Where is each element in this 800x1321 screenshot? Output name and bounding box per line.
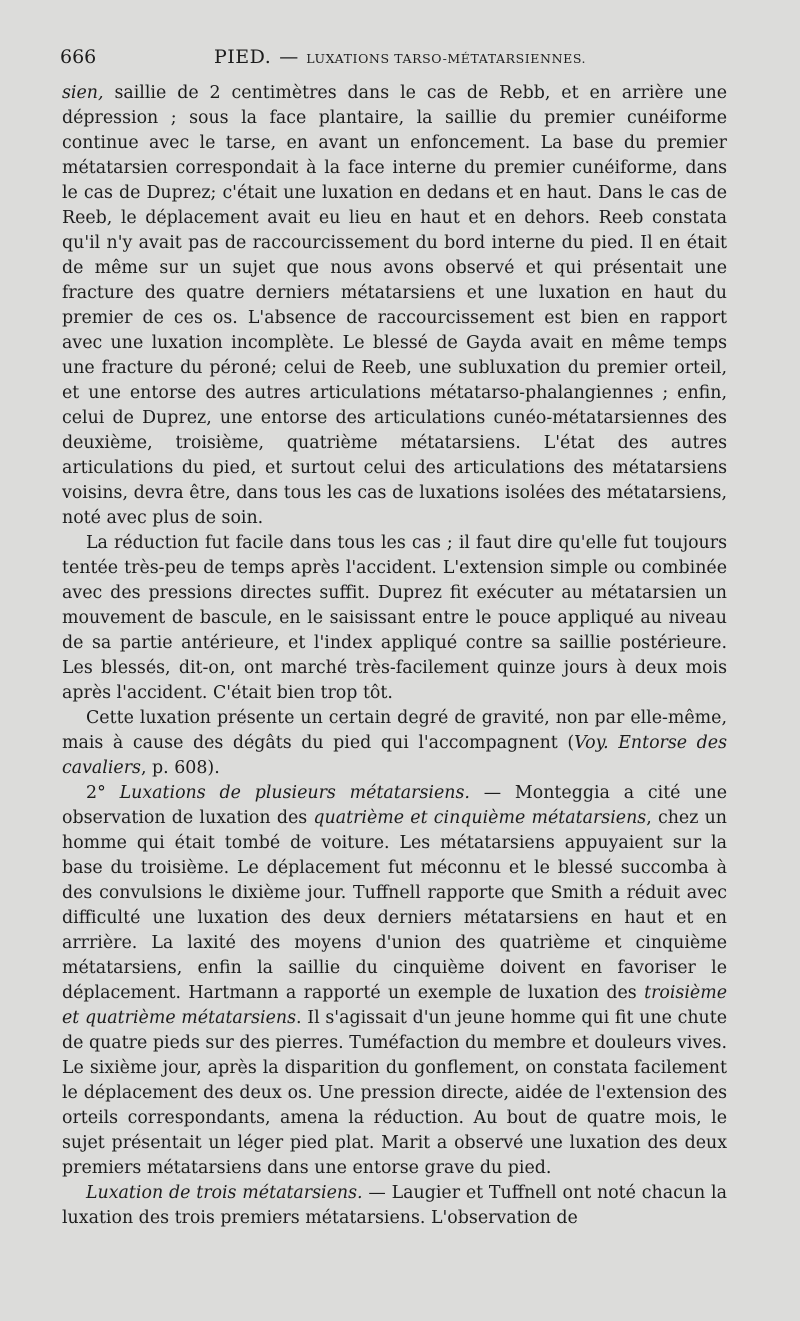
paragraph-4 bbox=[62, 781, 727, 1181]
running-title bbox=[214, 46, 586, 68]
paragraph-3 bbox=[62, 706, 727, 781]
paragraph-2 bbox=[62, 531, 727, 706]
running-title-separator: — bbox=[279, 46, 299, 68]
page-number: 666 bbox=[60, 46, 97, 68]
body-text-run: , p. 608). bbox=[140, 758, 220, 778]
body-text-run: Cette luxation présente un certain degré de gravité, non par elle-même, mais à cause des dégâts du pied qui l'accompagnent ( bbox=[62, 708, 727, 753]
italic-text: quatrième et cinquième métatarsiens bbox=[313, 808, 647, 828]
italic-text: sien, bbox=[62, 83, 104, 103]
italic-text: Voy. Entorse des cavaliers bbox=[62, 733, 728, 778]
body-text bbox=[62, 81, 727, 1231]
running-title-subtitle: LUXATIONS TARSO-MÉTATARSIENNES. bbox=[306, 51, 587, 66]
italic-text: Luxation de trois métatarsiens. bbox=[86, 1183, 363, 1203]
body-text-run: — Laugier et Tuffnell ont noté chacun la luxation des trois premiers métatarsiens. L'observation de bbox=[62, 1183, 727, 1228]
running-header bbox=[60, 44, 730, 74]
paragraph-1 bbox=[62, 81, 727, 531]
italic-text: troisième et quatrième métatarsiens bbox=[62, 983, 727, 1028]
body-text-run: 2° bbox=[86, 783, 120, 803]
body-text-run: , chez un homme qui était tombé de voiture. Les métatarsiens appuyaient sur la base du troisième. Le déplacement fut méconnu et le blessé succomba à des convulsions le dixième jour. Tuffnell rapporte que Smith a réduit avec difficulté une luxation des deux derniers métatarsiens en haut et en arrrière. La laxité des moyens d'union des quatrième et cinquième métatarsiens, enfin la saillie du cinquième doivent en favoriser le déplacement. Hartmann a rapporté un exemple de luxation des bbox=[62, 808, 727, 1003]
italic-text: Luxations de plusieurs métatarsiens. bbox=[119, 783, 470, 803]
body-text-run: . Il s'agissait d'un jeune homme qui fit une chute de quatre pieds sur des pierres. Tuméfaction du membre et douleurs vives. Le sixième jour, après la disparition du gonflement, on constata facilement le déplacement des deux os. Une pression directe, aidée de l'extension des orteils correspondants, amena la réduction. Au bout de quatre mois, le sujet présentait un léger pied plat. Marit a observé une luxation des deux premiers métatarsiens dans une entorse grave du pied. bbox=[62, 1008, 728, 1178]
paragraph-5 bbox=[62, 1181, 727, 1231]
running-title-main: PIED. bbox=[214, 46, 272, 68]
body-text-run: saillie de 2 centimètres dans le cas de Rebb, et en arrière une dépression ; sous la face plantaire, la saillie du premier cunéiforme continue avec le tarse, en avant un enfoncement. La base du premier métatarsien correspondait à la face interne du premier cunéiforme, dans le cas de Duprez; c'était une luxation en dedans et en haut. Dans le cas de Reeb, le déplacement avait eu lieu en haut et en dehors. Reeb constata qu'il n'y avait pas de raccourcissement du bord interne du pied. Il en était de même sur un sujet que nous avons observé et qui présentait une fracture des quatre derniers métatarsiens et une luxation en haut du premier de ces os. L'absence de raccourcissement est bien en rapport avec une luxation incomplète. Le blessé de Gayda avait en même temps une fracture du péroné; celui de Reeb, une subluxation du premier orteil, et une entorse des autres articulations métatarso-phalangiennes ; enfin, celui de Duprez, une entorse des articulations cunéo-métatarsiennes des deuxième, troisième, quatrième métatarsiens. L'état des autres articulations du pied, et surtout celui des articulations des métatarsiens voisins, devra être, dans tous les cas de luxations isolées des métatarsiens, noté avec plus de soin. bbox=[62, 83, 727, 528]
body-text-run: La réduction fut facile dans tous les cas ; il faut dire qu'elle fut toujours tentée très-peu de temps après l'accident. L'extension simple ou combinée avec des pressions directes suffit. Duprez fit exécuter au métatarsien un mouvement de bascule, en le saisissant entre le pouce appliqué au niveau de sa partie antérieure, et l'index appliqué contre sa saillie postérieure. Les blessés, dit-on, ont marché très-facilement quinze jours à deux mois après l'accident. C'était bien trop tôt. bbox=[62, 533, 727, 703]
body-text-run: — Monteggia a cité une observation de luxation des bbox=[62, 783, 727, 828]
